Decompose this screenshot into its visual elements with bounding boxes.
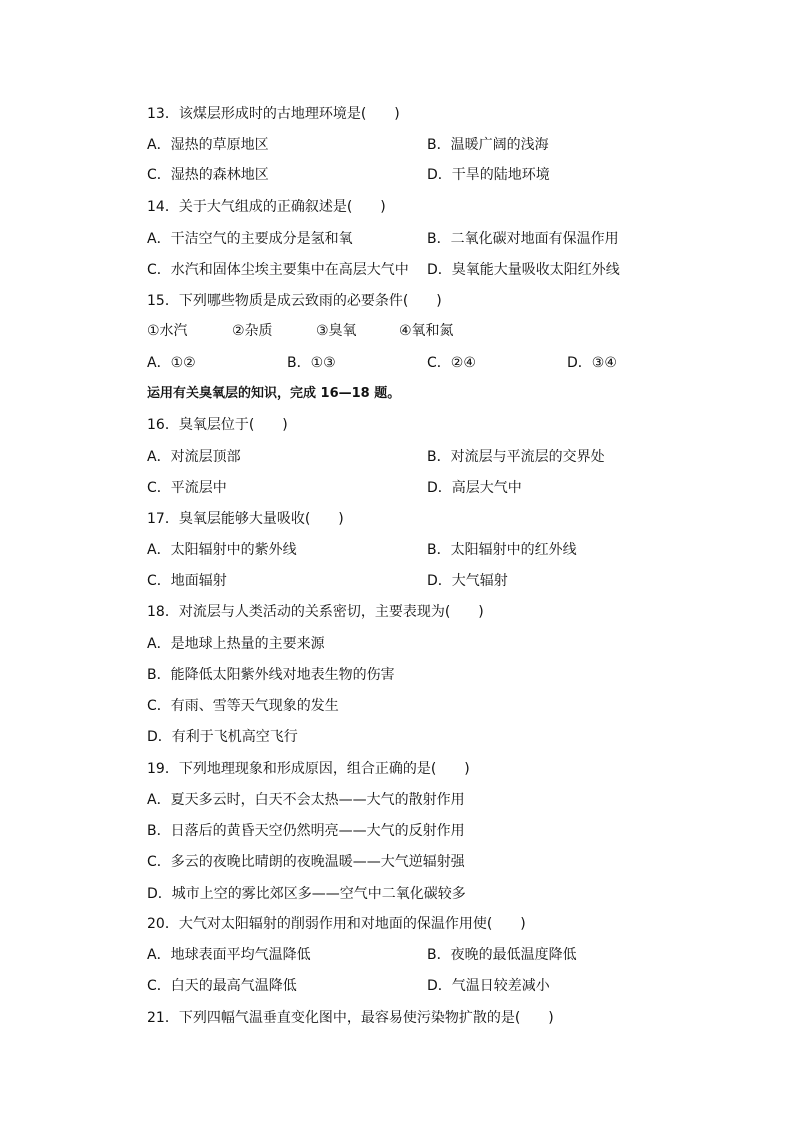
option-c: C．水汽和固体尘埃主要集中在高层大气中 <box>147 262 409 278</box>
material-item: ①水汽 <box>147 323 188 339</box>
material-item: ③臭氧 <box>316 323 357 339</box>
question-stem: 16．臭氧层位于( ) <box>147 417 288 433</box>
option-b: B．日落后的黄昏天空仍然明亮——大气的反射作用 <box>147 823 465 839</box>
option-b: B．温暖广阔的浅海 <box>427 137 549 153</box>
option-c: C．湿热的森林地区 <box>147 167 269 183</box>
question-stem: 14．关于大气组成的正确叙述是( ) <box>147 199 386 215</box>
option-d: D．③④ <box>567 355 617 371</box>
question-stem: 13．该煤层形成时的古地理环境是( ) <box>147 106 400 122</box>
section-instruction: 运用有关臭氧层的知识，完成 16—18 题。 <box>147 386 401 401</box>
option-c: C．白天的最高气温降低 <box>147 978 297 994</box>
option-d: D．高层大气中 <box>427 480 522 496</box>
option-b: B．①③ <box>287 355 336 371</box>
option-a: A．对流层顶部 <box>147 449 241 465</box>
option-b: B．太阳辐射中的红外线 <box>427 542 577 558</box>
option-c: C．②④ <box>427 355 476 371</box>
question-stem: 19．下列地理现象和形成原因，组合正确的是( ) <box>147 761 470 777</box>
option-b: B．夜晚的最低温度降低 <box>427 947 577 963</box>
option-a: A．①② <box>147 355 196 371</box>
option-c: C．有雨、雪等天气现象的发生 <box>147 698 339 714</box>
option-b: B．二氧化碳对地面有保温作用 <box>427 231 619 247</box>
option-d: D．有利于飞机高空飞行 <box>147 729 298 745</box>
question-stem: 21．下列四幅气温垂直变化图中，最容易使污染物扩散的是( ) <box>147 1010 554 1026</box>
option-b: B．能降低太阳紫外线对地表生物的伤害 <box>147 667 395 683</box>
option-d: D．干旱的陆地环境 <box>427 167 550 183</box>
material-item: ②杂质 <box>232 323 273 339</box>
option-a: A．干洁空气的主要成分是氢和氧 <box>147 231 353 247</box>
option-c: C．平流层中 <box>147 480 227 496</box>
option-a: A．湿热的草原地区 <box>147 137 269 153</box>
option-a: A．夏天多云时，白天不会太热——大气的散射作用 <box>147 792 465 808</box>
question-stem: 17．臭氧层能够大量吸收( ) <box>147 511 344 527</box>
option-d: D．大气辐射 <box>427 573 508 589</box>
question-stem: 15．下列哪些物质是成云致雨的必要条件( ) <box>147 293 442 309</box>
option-b: B．对流层与平流层的交界处 <box>427 449 605 465</box>
option-d: D．气温日较差减小 <box>427 978 550 994</box>
question-stem: 20．大气对太阳辐射的削弱作用和对地面的保温作用使( ) <box>147 916 526 932</box>
option-a: A．太阳辐射中的紫外线 <box>147 542 297 558</box>
material-item: ④氧和氮 <box>399 323 454 339</box>
question-stem: 18．对流层与人类活动的关系密切，主要表现为( ) <box>147 604 484 620</box>
option-a: A．是地球上热量的主要来源 <box>147 636 325 652</box>
option-d: D．城市上空的雾比郊区多——空气中二氧化碳较多 <box>147 886 466 902</box>
option-d: D．臭氧能大量吸收太阳红外线 <box>427 262 620 278</box>
option-a: A．地球表面平均气温降低 <box>147 947 311 963</box>
option-c: C．地面辐射 <box>147 573 227 589</box>
option-c: C．多云的夜晚比晴朗的夜晚温暖——大气逆辐射强 <box>147 854 465 870</box>
